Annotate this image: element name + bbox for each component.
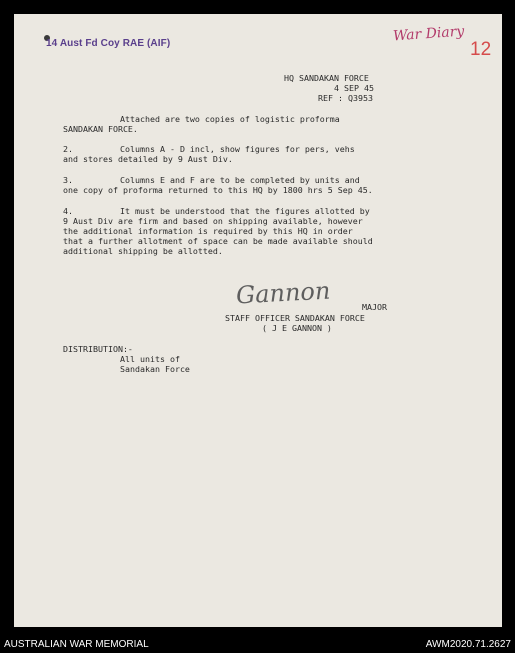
- header-ref: REF : Q3953: [318, 93, 373, 103]
- intro-line: SANDAKAN FORCE.: [63, 124, 138, 134]
- paragraph-2-line: and stores detailed by 9 Aust Div.: [63, 154, 233, 164]
- signature-rank: MAJOR: [362, 302, 387, 312]
- paragraph-4-line: It must be understood that the figures allotted by: [120, 206, 370, 216]
- paragraph-4-line: that a further allotment of space can be made available should: [63, 236, 373, 246]
- header-date: 4 SEP 45: [334, 83, 374, 93]
- page-number-annotation: 12: [470, 39, 492, 60]
- distribution-line: Sandakan Force: [120, 364, 190, 374]
- distribution-label: DISTRIBUTION:-: [63, 344, 133, 354]
- accession-number: AWM2020.71.2627: [425, 639, 511, 650]
- unit-stamp: 14 Aust Fd Coy RAE (AIF): [46, 38, 171, 49]
- paragraph-2-line: Columns A - D incl, show figures for pers, vehs: [120, 144, 355, 154]
- signature-title: STAFF OFFICER SANDAKAN FORCE: [225, 313, 365, 323]
- archive-footer: [0, 636, 515, 653]
- paragraph-3-line: Columns E and F are to be completed by units and: [120, 175, 360, 185]
- paragraph-number: 4.: [63, 206, 73, 216]
- archive-name: AUSTRALIAN WAR MEMORIAL: [4, 639, 149, 650]
- handwritten-signature: Gannon: [235, 276, 331, 310]
- signature-name: ( J E GANNON ): [262, 323, 332, 333]
- paragraph-4-line: additional shipping be allotted.: [63, 246, 223, 256]
- paragraph-3-line: one copy of proforma returned to this HQ by 1800 hrs 5 Sep 45.: [63, 185, 373, 195]
- war-diary-annotation: War Diary: [392, 23, 465, 45]
- paragraph-4-line: the additional information is required by this HQ in order: [63, 226, 353, 236]
- intro-line: Attached are two copies of logistic proforma: [120, 114, 340, 124]
- paragraph-number: 3.: [63, 175, 73, 185]
- header-hq: HQ SANDAKAN FORCE: [284, 73, 369, 83]
- paragraph-number: 2.: [63, 144, 73, 154]
- paragraph-4-line: 9 Aust Div are firm and based on shipping available, however: [63, 216, 363, 226]
- distribution-line: All units of: [120, 354, 180, 364]
